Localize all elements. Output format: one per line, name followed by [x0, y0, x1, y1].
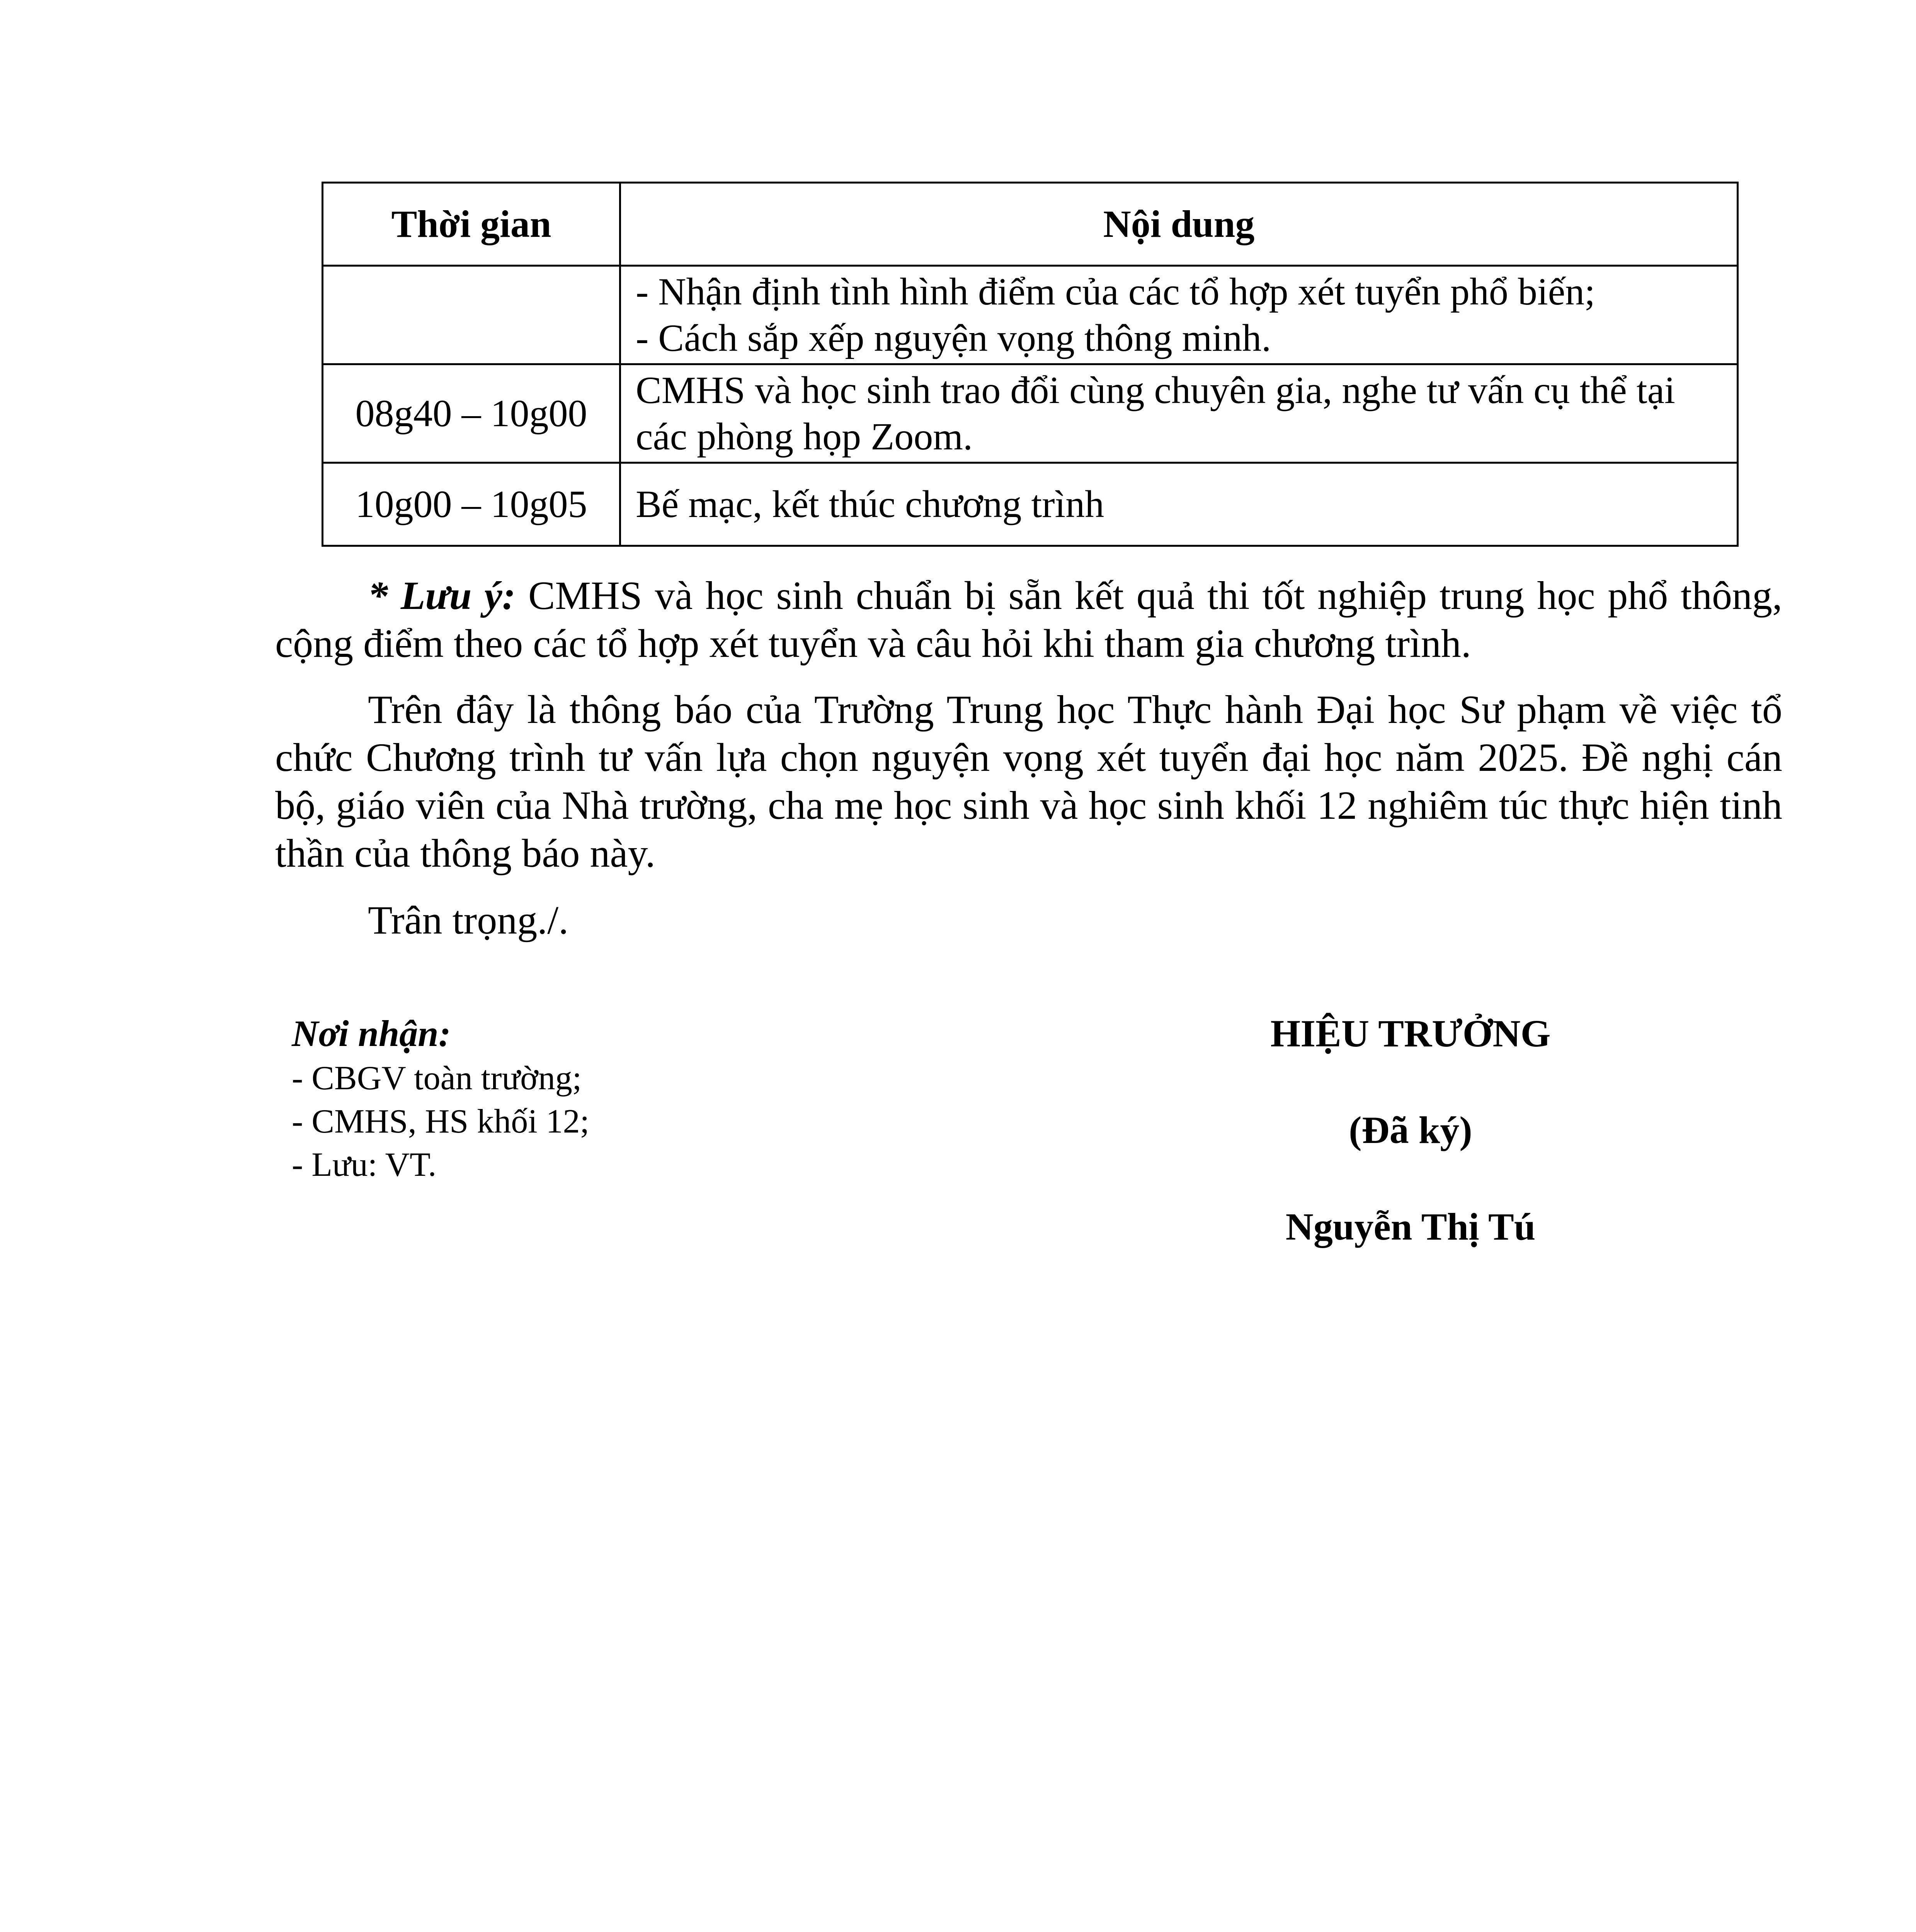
content-line: CMHS và học sinh trao đổi cùng chuyên gia, nghe tư vấn cụ thể tại các phòng họp Zoom. — [636, 369, 1675, 458]
recipient-item: - CMHS, HS khối 12; — [292, 1103, 590, 1140]
recipients-block — [292, 1010, 987, 1187]
content-line: Bế mạc, kết thúc chương trình — [636, 483, 1104, 526]
note-paragraph — [275, 572, 1782, 668]
signed-mark: (Đã ký) — [1349, 1109, 1472, 1151]
table-row — [323, 266, 1738, 364]
signer-title: HIỆU TRƯỞNG — [1270, 1012, 1551, 1055]
signature-block — [1121, 1010, 1700, 1250]
signer-name: Nguyễn Thị Tú — [1285, 1205, 1536, 1248]
header-content: Nội dung — [620, 183, 1738, 266]
body-paragraph: Trên đây là thông báo của Trường Trung học Thực hành Đại học Sư phạm về việc tổ chức Chương trình tư vấn lựa chọn nguyện vọng xét tuyển đại học năm 2025. Đề nghị cán bộ, giáo viên của Nhà trường, cha mẹ học sinh và học sinh khối 12 nghiêm túc thực hiện tinh thần của thông báo này. — [275, 687, 1782, 876]
note-text: CMHS và học sinh chuẩn bị sẵn kết quả thi tốt nghiệp trung học phổ thông, cộng điểm theo các tổ hợp xét tuyển và câu hỏi khi tham gia chương trình. — [275, 573, 1783, 666]
row-content-cell — [620, 266, 1738, 364]
row-time-cell: 10g00 – 10g05 — [323, 463, 620, 546]
recipient-item: - CBGV toàn trường; — [292, 1060, 582, 1097]
content-line: - Cách sắp xếp nguyện vọng thông minh. — [636, 316, 1271, 359]
row-content-cell — [620, 364, 1738, 463]
row-time-cell — [323, 266, 620, 364]
table-row — [323, 364, 1738, 463]
closing-line: Trân trọng./. — [368, 898, 569, 942]
schedule-table — [322, 182, 1739, 547]
row-content-cell — [620, 463, 1738, 546]
content-line: - Nhận định tình hình điểm của các tổ hợp xét tuyển phổ biến; — [636, 270, 1595, 313]
note-label: * Lưu ý: — [368, 573, 516, 618]
row-time-cell: 08g40 – 10g00 — [323, 364, 620, 463]
recipient-item: - Lưu: VT. — [292, 1146, 437, 1184]
recipients-title: Nơi nhận: — [292, 1013, 451, 1054]
header-time: Thời gian — [323, 183, 620, 266]
table-header-row — [323, 183, 1738, 266]
table-row — [323, 463, 1738, 546]
